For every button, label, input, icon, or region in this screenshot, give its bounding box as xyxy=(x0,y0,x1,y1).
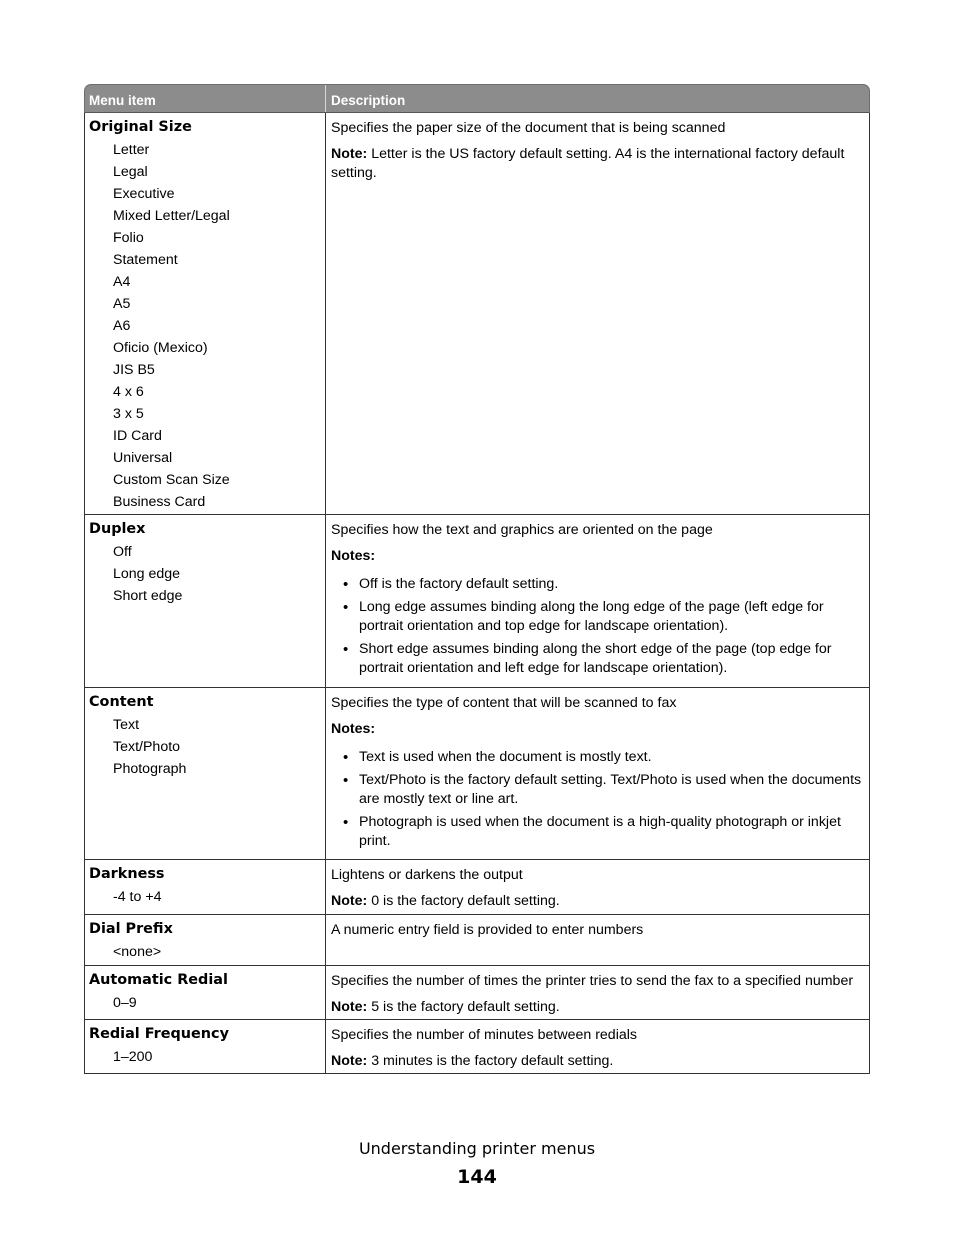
option-item: Text/Photo xyxy=(113,739,181,755)
option-item: Legal xyxy=(113,164,148,180)
option-item: ID Card xyxy=(113,428,162,444)
header-menu-item: Menu item xyxy=(85,85,326,112)
note-bullet: • Photograph is used when the document is a high-quality photograph or inkjet print. xyxy=(331,813,865,851)
note-label: Note: xyxy=(331,146,368,162)
description-text: Specifies how the text and graphics are oriented on the page xyxy=(331,522,713,538)
note-bullet: • Short edge assumes binding along the short edge of the page (top edge for portrait orientation and left edge for landscape orientation). xyxy=(331,640,865,678)
note-text: Note: 3 minutes is the factory default setting. xyxy=(331,1053,614,1069)
description-cell xyxy=(326,688,869,859)
table-row xyxy=(84,915,870,966)
option-item: Photograph xyxy=(113,761,187,777)
description-cell xyxy=(326,915,869,965)
note-label: Note: xyxy=(331,999,368,1015)
description-cell xyxy=(326,966,869,1019)
menu-item-title: Content xyxy=(89,694,154,710)
description-text: A numeric entry field is provided to enter numbers xyxy=(331,922,644,938)
table-row xyxy=(84,688,870,860)
description-cell xyxy=(326,860,869,914)
menu-item-title: Automatic Redial xyxy=(89,972,228,988)
menu-item-cell xyxy=(85,915,326,965)
option-item: Oficio (Mexico) xyxy=(113,340,208,356)
option-item: Custom Scan Size xyxy=(113,472,230,488)
footer-section-title: Understanding printer menus xyxy=(358,1139,596,1158)
note-bullet: • Off is the factory default setting. xyxy=(331,575,865,594)
menu-item-title: Dial Prefix xyxy=(89,921,173,937)
description-text: Specifies the number of times the printer tries to send the fax to a specified number xyxy=(331,973,854,989)
note-bullet: • Long edge assumes binding along the long edge of the page (left edge for portrait orientation and top edge for landscape orientation). xyxy=(331,598,865,636)
option-item: Off xyxy=(113,544,132,560)
option-list xyxy=(89,139,325,513)
option-item: <none> xyxy=(113,944,162,960)
option-item: Folio xyxy=(113,230,144,246)
option-item: Long edge xyxy=(113,566,181,582)
menu-item-cell xyxy=(85,860,326,914)
option-list xyxy=(89,941,325,963)
option-item: Executive xyxy=(113,186,175,202)
page-number: 144 xyxy=(457,1166,497,1188)
note-text: Note: Letter is the US factory default setting. A4 is the international factory default setting. xyxy=(331,146,845,181)
table-header xyxy=(84,84,870,113)
option-item: Letter xyxy=(113,142,150,158)
note-bullet: • Text is used when the document is mostly text. xyxy=(331,748,865,767)
note-text: Note: 0 is the factory default setting. xyxy=(331,893,560,909)
note-label: Note: xyxy=(331,893,368,909)
menu-item-cell xyxy=(85,966,326,1019)
notes-list xyxy=(331,748,865,851)
option-list xyxy=(89,992,325,1014)
menu-item-title: Redial Frequency xyxy=(89,1026,229,1042)
menu-item-title: Darkness xyxy=(89,866,165,882)
note-text: Note: 5 is the factory default setting. xyxy=(331,999,560,1015)
option-item: Universal xyxy=(113,450,173,466)
option-item: JIS B5 xyxy=(113,362,155,378)
notes-label: Notes: xyxy=(331,721,376,737)
menu-item-cell xyxy=(85,688,326,859)
option-item: 4 x 6 xyxy=(113,384,144,400)
table-row xyxy=(84,1020,870,1074)
option-item: Text xyxy=(113,717,140,733)
option-item: 0–9 xyxy=(113,995,137,1011)
table-row xyxy=(84,860,870,915)
option-item: Mixed Letter/Legal xyxy=(113,208,230,224)
option-item: Statement xyxy=(113,252,178,268)
notes-label: Notes: xyxy=(331,548,376,564)
notes-list xyxy=(331,575,865,678)
option-item: 1–200 xyxy=(113,1049,153,1065)
table-row xyxy=(84,515,870,688)
option-list xyxy=(89,886,325,908)
option-item: 3 x 5 xyxy=(113,406,144,422)
note-bullet: • Text/Photo is the factory default setting. Text/Photo is used when the documents are mostly text or line art. xyxy=(331,771,865,809)
menu-item-title: Original Size xyxy=(89,119,192,135)
table-row xyxy=(84,113,870,515)
description-cell xyxy=(326,113,869,514)
table-row xyxy=(84,966,870,1020)
description-text: Specifies the paper size of the document that is being scanned xyxy=(331,120,726,136)
menu-item-cell xyxy=(85,113,326,514)
description-text: Specifies the type of content that will be scanned to fax xyxy=(331,695,677,711)
description-text: Specifies the number of minutes between redials xyxy=(331,1027,637,1043)
option-item: -4 to +4 xyxy=(113,889,162,905)
note-label: Note: xyxy=(331,1053,368,1069)
menu-item-title: Duplex xyxy=(89,521,146,537)
description-text: Lightens or darkens the output xyxy=(331,867,523,883)
header-description: Description xyxy=(331,93,406,108)
menu-table xyxy=(84,84,870,1074)
option-item: A5 xyxy=(113,296,131,312)
option-item: A4 xyxy=(113,274,131,290)
option-item: Business Card xyxy=(113,494,206,510)
option-list xyxy=(89,541,325,607)
description-cell xyxy=(326,515,869,687)
menu-item-cell xyxy=(85,1020,326,1073)
option-list xyxy=(89,714,325,780)
option-item: Short edge xyxy=(113,588,183,604)
description-cell xyxy=(326,1020,869,1073)
option-item: A6 xyxy=(113,318,131,334)
menu-item-cell xyxy=(85,515,326,687)
option-list xyxy=(89,1046,325,1068)
